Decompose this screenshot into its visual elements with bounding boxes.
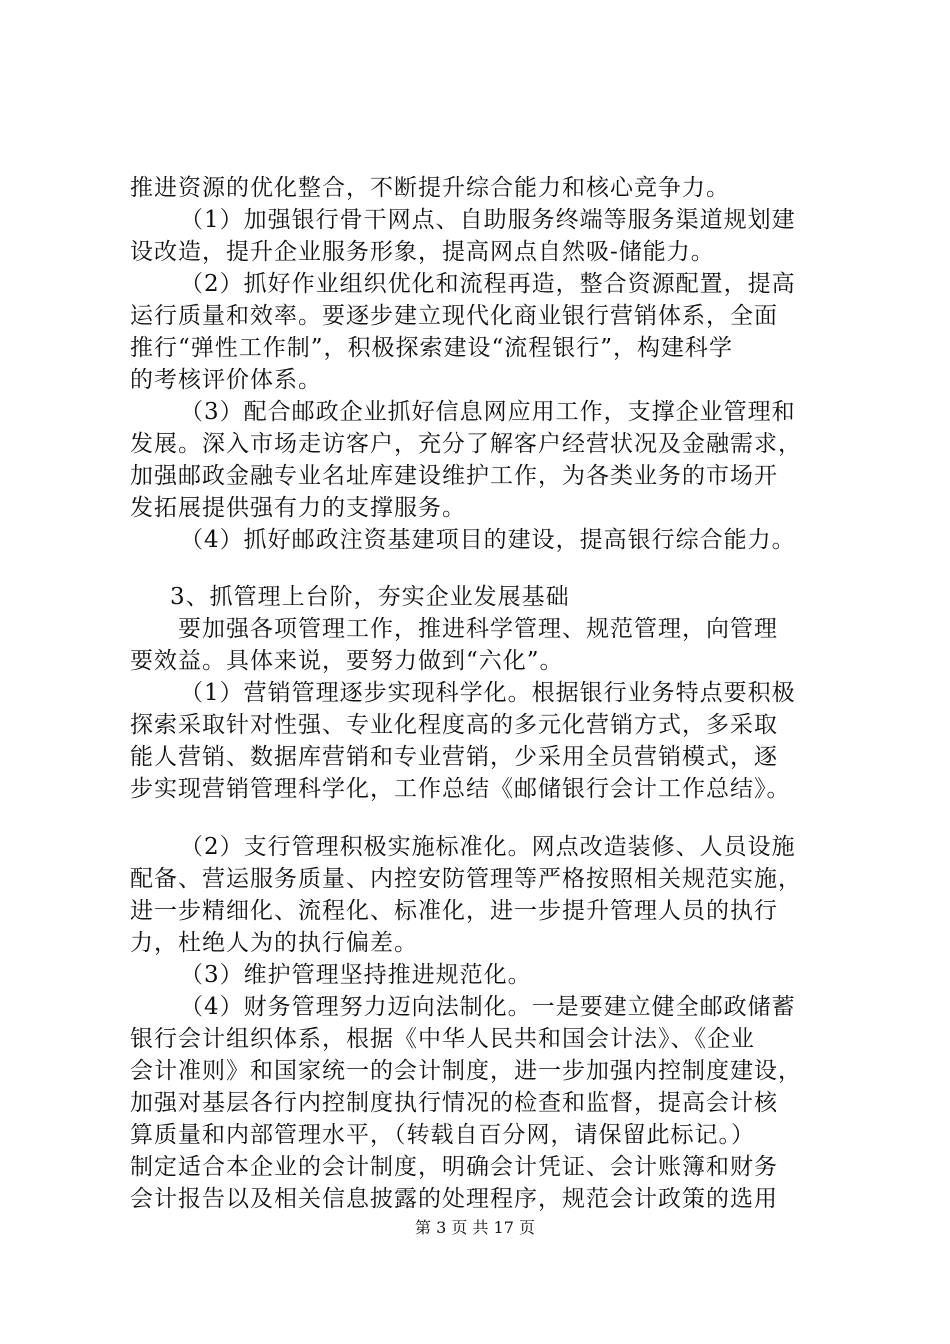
paragraph-line: 发展。深入市场走访客户，充分了解客户经营状况及金融需求， [130,431,802,457]
paragraph-line: 银行会计组织体系，根据《中华人民共和国会计法》、《企业 [130,1026,755,1052]
paragraph-line: 配备、营运服务质量、内控安防管理等严格按照相关规范实施， [130,866,802,892]
paragraph-line: （2）支行管理积极实施标准化。网点改造装修、人员设施 [180,834,796,860]
paragraph-line: 能人营销、数据库营销和专业营销，少采用全员营销模式，逐 [130,744,778,770]
paragraph-line: （1）营销管理逐步实现科学化。根据银行业务特点要积极 [180,680,796,706]
paragraph-line: 运行质量和效率。要逐步建立现代化商业银行营销体系，全面 [130,303,778,329]
section-heading: 3、抓管理上台阶，夯实企业发展基础 [170,584,570,610]
paragraph-gap [130,805,830,831]
document-body [130,172,830,1215]
paragraph-line: 算质量和内部管理水平，（转载自百分网，请保留此标记。） [130,1122,755,1148]
paragraph-line: 探索采取针对性强、专业化程度高的多元化营销方式，多采取 [130,712,778,738]
paragraph-line: 进一步精细化、流程化、标准化，进一步提升管理人员的执行 [130,898,778,924]
paragraph-line: （4）抓好邮政注资基建项目的建设，提高银行综合能力。 [180,527,796,553]
paragraph-line: （3）维护管理坚持推进规范化。 [180,962,532,988]
page-number-label: 第 3 页 共 17 页 [415,1218,535,1237]
paragraph-gap [130,556,830,581]
paragraph-line: 设改造，提升企业服务形象，提高网点自然吸-储能力。 [130,239,715,265]
paragraph-line: 推进资源的优化整合，不断提升综合能力和核心竞争力。 [130,175,730,201]
paragraph-line: 制定适合本企业的会计制度，明确会计凭证、会计账簿和财务 [130,1154,778,1180]
paragraph-line: （2）抓好作业组织优化和流程再造，整合资源配置，提高 [180,271,796,297]
paragraph-line: （4）财务管理努力迈向法制化。一是要建立健全邮政储蓄 [180,994,796,1020]
paragraph-line: 步实现营销管理科学化，工作总结《邮储银行会计工作总结》。 [130,776,791,802]
paragraph-line: 会计报告以及相关信息披露的处理程序，规范会计政策的选用 [130,1186,778,1212]
paragraph-line: 发拓展提供强有力的支撑服务。 [130,495,466,521]
paragraph-line: 的考核评价体系。 [130,367,322,393]
paragraph-line: 加强对基层各行内控制度执行情况的检查和监督，提高会计核 [130,1090,778,1116]
page-footer [0,1218,950,1238]
paragraph-line: 要效益。具体来说，要努力做到“六化”。 [130,648,564,674]
paragraph-line: 要加强各项管理工作，推进科学管理、规范管理，向管理 [178,616,778,642]
paragraph-line: 推行“弹性工作制”，积极探索建设“流程银行”，构建科学 [130,335,734,361]
paragraph-line: （1）加强银行骨干网点、自助服务终端等服务渠道规划建 [180,207,796,233]
paragraph-line: 加强邮政金融专业名址库建设维护工作，为各类业务的市场开 [130,463,778,489]
paragraph-line: （3）配合邮政企业抓好信息网应用工作，支撑企业管理和 [180,399,796,425]
paragraph-line: 力，杜绝人为的执行偏差。 [130,930,418,956]
paragraph-line: 会计准则》和国家统一的会计制度，进一步加强内控制度建设， [130,1058,802,1084]
